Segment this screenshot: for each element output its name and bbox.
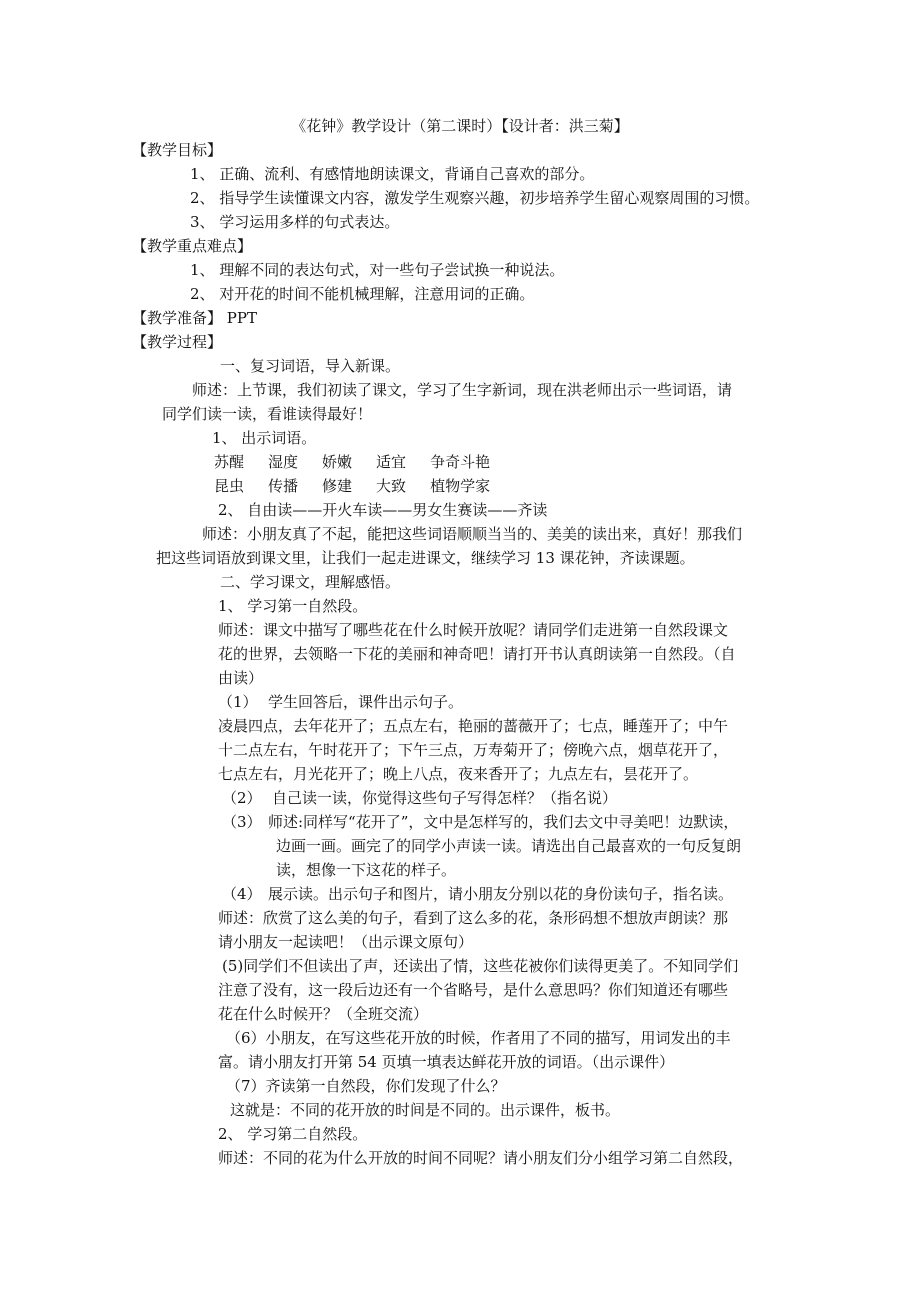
process-line: 十二点左右，午时花开了；下午三点，万寿菊开了；傍晚六点，烟草花开了，: [218, 741, 729, 759]
goal-item: 1、 正确、流利、有感情地朗读课文，背诵自己喜欢的部分。: [190, 165, 595, 183]
page-title: 《花钟》教学设计（第二课时）【设计者：洪三菊】: [291, 117, 629, 135]
process-heading: 【教学过程】: [132, 333, 223, 351]
process-line: 凌晨四点，去年花开了；五点左右，艳丽的蔷薇开了；七点，睡莲开了；中午: [218, 717, 729, 735]
step-number: （3）: [222, 813, 262, 831]
process-line: 由读）: [218, 669, 264, 687]
step-3: [222, 810, 738, 834]
vocab-word: 争奇斗艳: [430, 453, 491, 471]
process-line: 同学们读一读，看谁读得最好！: [162, 405, 373, 423]
process-line: (5)同学们不但读出了声，还读出了情，这些花被你们读得更美了。不知同学们: [222, 957, 739, 975]
vocab-word: 适宜: [376, 453, 407, 471]
process-line: 请小朋友一起读吧！（出示课文原句）: [218, 933, 474, 951]
step-text: 自己读一读，你觉得这些句子写得怎样？（指名说）: [272, 789, 618, 807]
vocab-word: 昆虫: [214, 477, 245, 495]
process-line: 师述：上节课，我们初读了课文，学习了生字新词，现在洪老师出示一些词语，请: [192, 381, 733, 399]
goals-heading: 【教学目标】: [132, 141, 223, 159]
process-line: 2、 自由读——开火车读——男女生赛读——齐读: [218, 501, 548, 519]
goal-item: 3、 学习运用多样的句式表达。: [190, 213, 400, 231]
step-2: [222, 786, 617, 810]
process-line: 1、 出示词语。: [212, 429, 317, 447]
process-line: 七点左右，月光花开了；晚上八点，夜来香开了；九点左右，昙花开了。: [218, 765, 699, 783]
prep-heading: 【教学准备】 PPT: [132, 309, 257, 327]
process-line: 把这些词语放到课文里，让我们一起走进课文，继续学习 13 课花钟，齐读课题。: [156, 549, 695, 567]
process-line: 二、学习课文，理解感悟。: [220, 573, 401, 591]
vocab-word: 植物学家: [430, 477, 491, 495]
process-line: 师述：小朋友真了不起，能把这些词语顺顺当当的、美美的读出来，真好！那我们: [202, 525, 743, 543]
key-heading: 【教学重点难点】: [132, 237, 253, 255]
step-number: （2）: [222, 789, 262, 807]
process-line: 2、 学习第二自然段。: [218, 1125, 368, 1143]
vocab-word: 修建: [322, 477, 353, 495]
step-number: （1）: [218, 693, 258, 711]
process-line: 花的世界，去领略一下花的美丽和神奇吧！请打开书认真朗读第一自然段。（自: [218, 645, 736, 663]
process-line: 富。请小朋友打开第 54 页填一填表达鲜花开放的词语。（出示课件）: [218, 1053, 675, 1071]
process-line: 一、复习词语，导入新课。: [220, 357, 401, 375]
vocab-word: 传播: [268, 477, 299, 495]
vocab-row-2: [214, 474, 514, 498]
step-4: [222, 882, 733, 906]
process-line: （7）齐读第一自然段，你们发现了什么？: [226, 1077, 506, 1095]
goal-item: 2、 指导学生读懂课文内容，激发学生观察兴趣，初步培养学生留心观察周围的习惯。: [190, 189, 760, 207]
process-line: 师述：不同的花为什么开放的时间不同呢？请小朋友们分小组学习第二自然段，: [218, 1149, 744, 1167]
process-line: 这就是：不同的花开放的时间是不同的。出示课件，板书。: [230, 1101, 621, 1119]
step-1: [218, 690, 463, 714]
vocab-word: 娇嫩: [322, 453, 353, 471]
step-text: 师述:同样写“花开了”，文中是怎样写的，我们去文中寻美吧！边默读，: [268, 813, 739, 831]
process-line: 边画一画。画完了的同学小声读一读。请选出自己最喜欢的一句反复朗: [276, 837, 742, 855]
vocab-word: 大致: [376, 477, 407, 495]
vocab-word: 湿度: [268, 453, 299, 471]
process-line: 1、 学习第一自然段。: [218, 597, 368, 615]
step-text: 展示读。出示句子和图片，请小朋友分别以花的身份读句子，指名读。: [268, 885, 734, 903]
process-line: 花在什么时候开？（全班交流）: [218, 1005, 429, 1023]
vocab-word: 苏醒: [214, 453, 245, 471]
process-line: （6）小朋友，在写这些花开放的时候，作者用了不同的描写，用词发出的丰: [226, 1029, 731, 1047]
vocab-row-1: [214, 450, 514, 474]
key-item: 2、 对开花的时间不能机械理解，注意用词的正确。: [190, 285, 535, 303]
process-line: 师述：课文中描写了哪些花在什么时候开放呢？请同学们走进第一自然段课文: [218, 621, 729, 639]
key-item: 1、 理解不同的表达句式，对一些句子尝试换一种说法。: [190, 261, 565, 279]
process-line: 师述：欣赏了这么美的句子，看到了这么多的花，条形码想不想放声朗读？那: [218, 909, 729, 927]
step-number: （4）: [222, 885, 262, 903]
process-line: 注意了没有，这一段后边还有一个省略号，是什么意思吗？你们知道还有哪些: [218, 981, 729, 999]
step-text: 学生回答后，课件出示句子。: [268, 693, 464, 711]
process-line: 读，想像一下这花的样子。: [276, 861, 457, 879]
